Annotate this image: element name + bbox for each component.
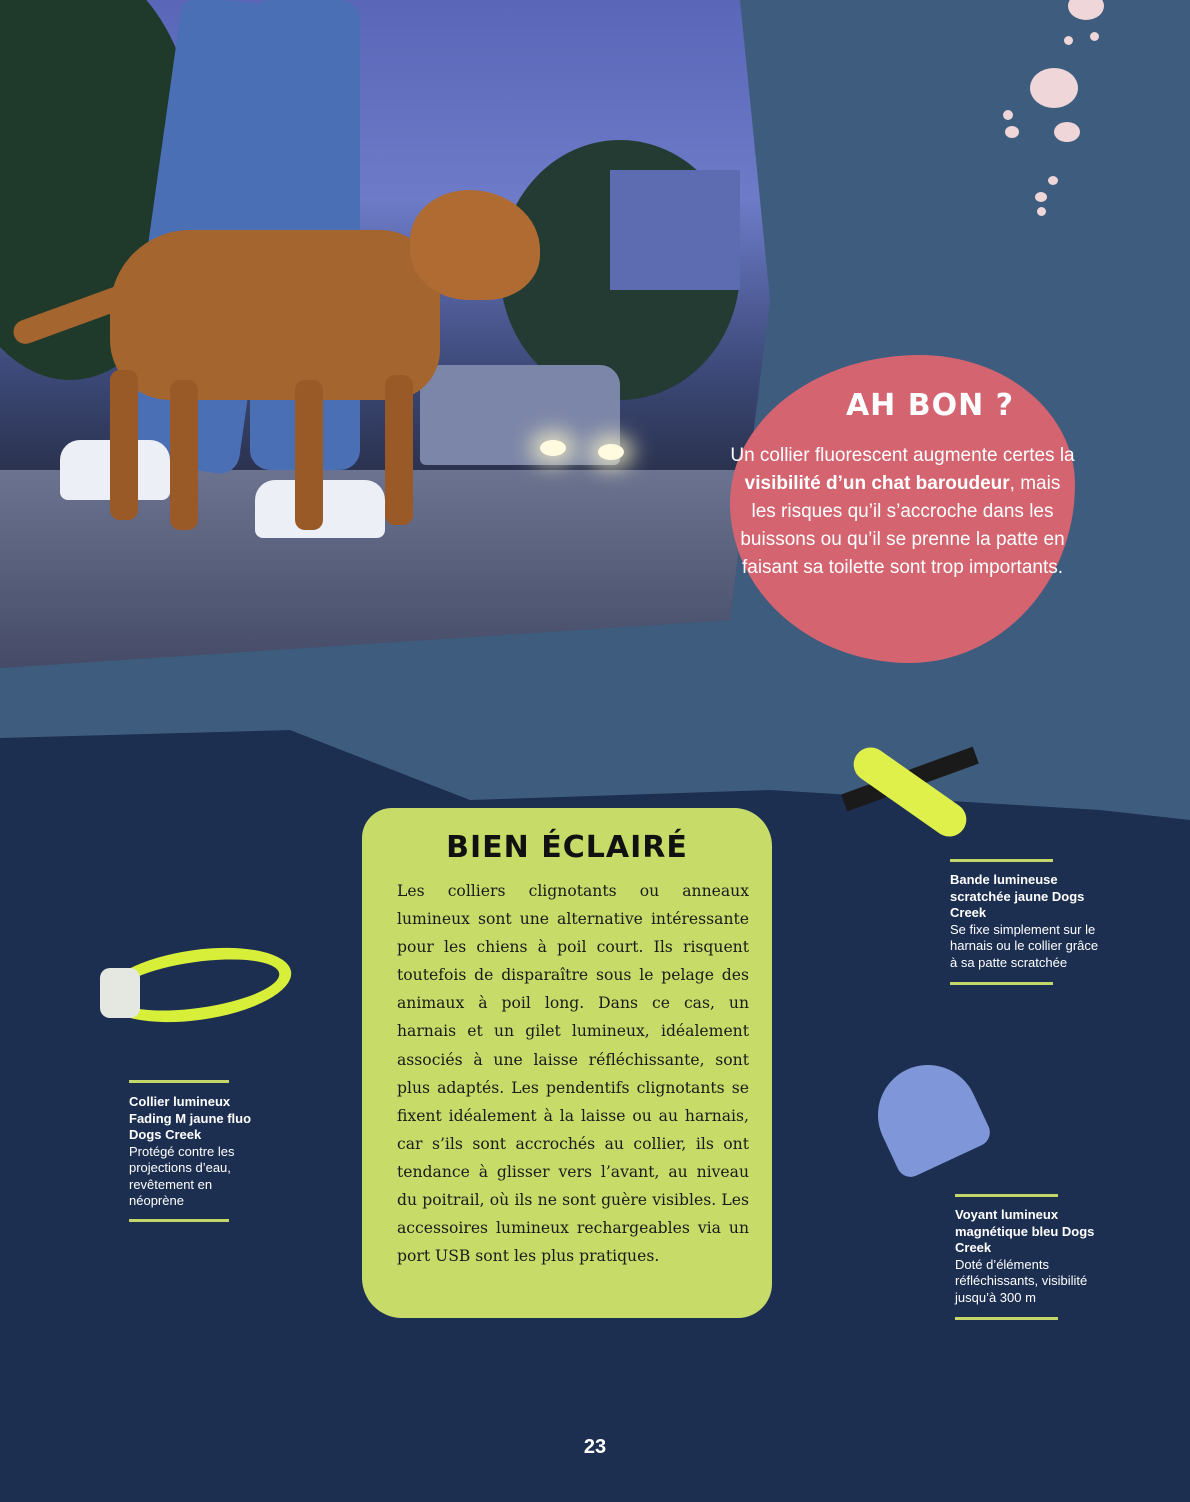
caption-rule <box>950 859 1053 862</box>
dog-leg <box>110 370 138 520</box>
decor-dot <box>1035 192 1047 202</box>
product-desc: Protégé contre les projections d’eau, revêtement en néoprène <box>129 1143 235 1208</box>
product-name: Voyant lumineux magnétique bleu Dogs Creek <box>955 1207 1095 1255</box>
caption-rule <box>955 1194 1058 1197</box>
product-desc: Doté d’éléments réfléchissants, visibilité jusqu’à 300 m <box>955 1256 1088 1305</box>
decor-dot <box>1037 207 1046 216</box>
dog-leg <box>385 375 413 525</box>
dog-leg <box>295 380 323 530</box>
article-body: Les colliers clignotants ou anneaux lumineux sont une alternative intéressante pour les chiens à poil court. Ils risquent toutefois de disparaître sous le pelage des animaux à poil long. Dans ce cas, un harnais et un gilet lumineux, idéalement associés à une laisse réfléchissante, sont plus adaptés. Les pendentifs clignotants se fixent idéalement à la laisse ou au harnais, car s’ils sont accrochés au collier, ils ont tendance à glisser vers l’avant, au niveau du poitrail, où ils ne sont guère visibles. Les accessoires lumineux rechargeables via un port USB sont les plus pratiques. <box>397 882 749 1266</box>
product-caption-strap <box>950 872 1100 971</box>
page-number: 23 <box>583 1436 607 1458</box>
product-name: Bande lumineuse scratchée jaune Dogs Creek <box>950 872 1085 920</box>
decor-dot <box>1048 176 1058 185</box>
caption-rule <box>129 1080 229 1083</box>
caption-rule <box>950 982 1053 985</box>
headlight <box>540 440 566 456</box>
caption-rule <box>955 1317 1058 1320</box>
headlight <box>598 444 624 460</box>
product-caption-collar <box>129 1094 254 1210</box>
dog-body <box>110 230 440 400</box>
decor-dot <box>1064 36 1073 45</box>
decor-dot <box>1005 126 1019 138</box>
decor-dot <box>1003 110 1013 120</box>
house <box>610 170 740 290</box>
decor-dot <box>1068 0 1104 20</box>
ahbon-text <box>730 442 1075 582</box>
collar-light-module <box>100 968 140 1018</box>
ahbon-text-part: , mais les risques qu’il s’accroche dans les buissons ou qu’il se prenne la patte en faisant sa toilette sont trop importants. <box>740 473 1065 578</box>
product-desc: Se fixe simplement sur le harnais ou le collier grâce à sa patte scratchée <box>950 921 1099 970</box>
ahbon-text-part: Un collier fluorescent augmente certes la <box>730 445 1075 466</box>
car <box>420 365 620 465</box>
product-caption-magnetic-light <box>955 1207 1095 1306</box>
ahbon-text-bold: visibilité d’un chat baroudeur <box>744 473 1010 494</box>
decor-dot <box>1030 68 1078 108</box>
article-title: BIEN ÉCLAIRÉ <box>446 830 688 865</box>
ahbon-title: AH BON ? <box>845 388 1015 423</box>
decor-dot <box>1054 122 1080 142</box>
caption-rule <box>129 1219 229 1222</box>
decor-dot <box>1090 32 1099 41</box>
dog-walking-photo <box>0 0 770 668</box>
dog-leg <box>170 380 198 530</box>
product-name: Collier lumineux Fading M jaune fluo Dogs Creek <box>129 1094 252 1142</box>
